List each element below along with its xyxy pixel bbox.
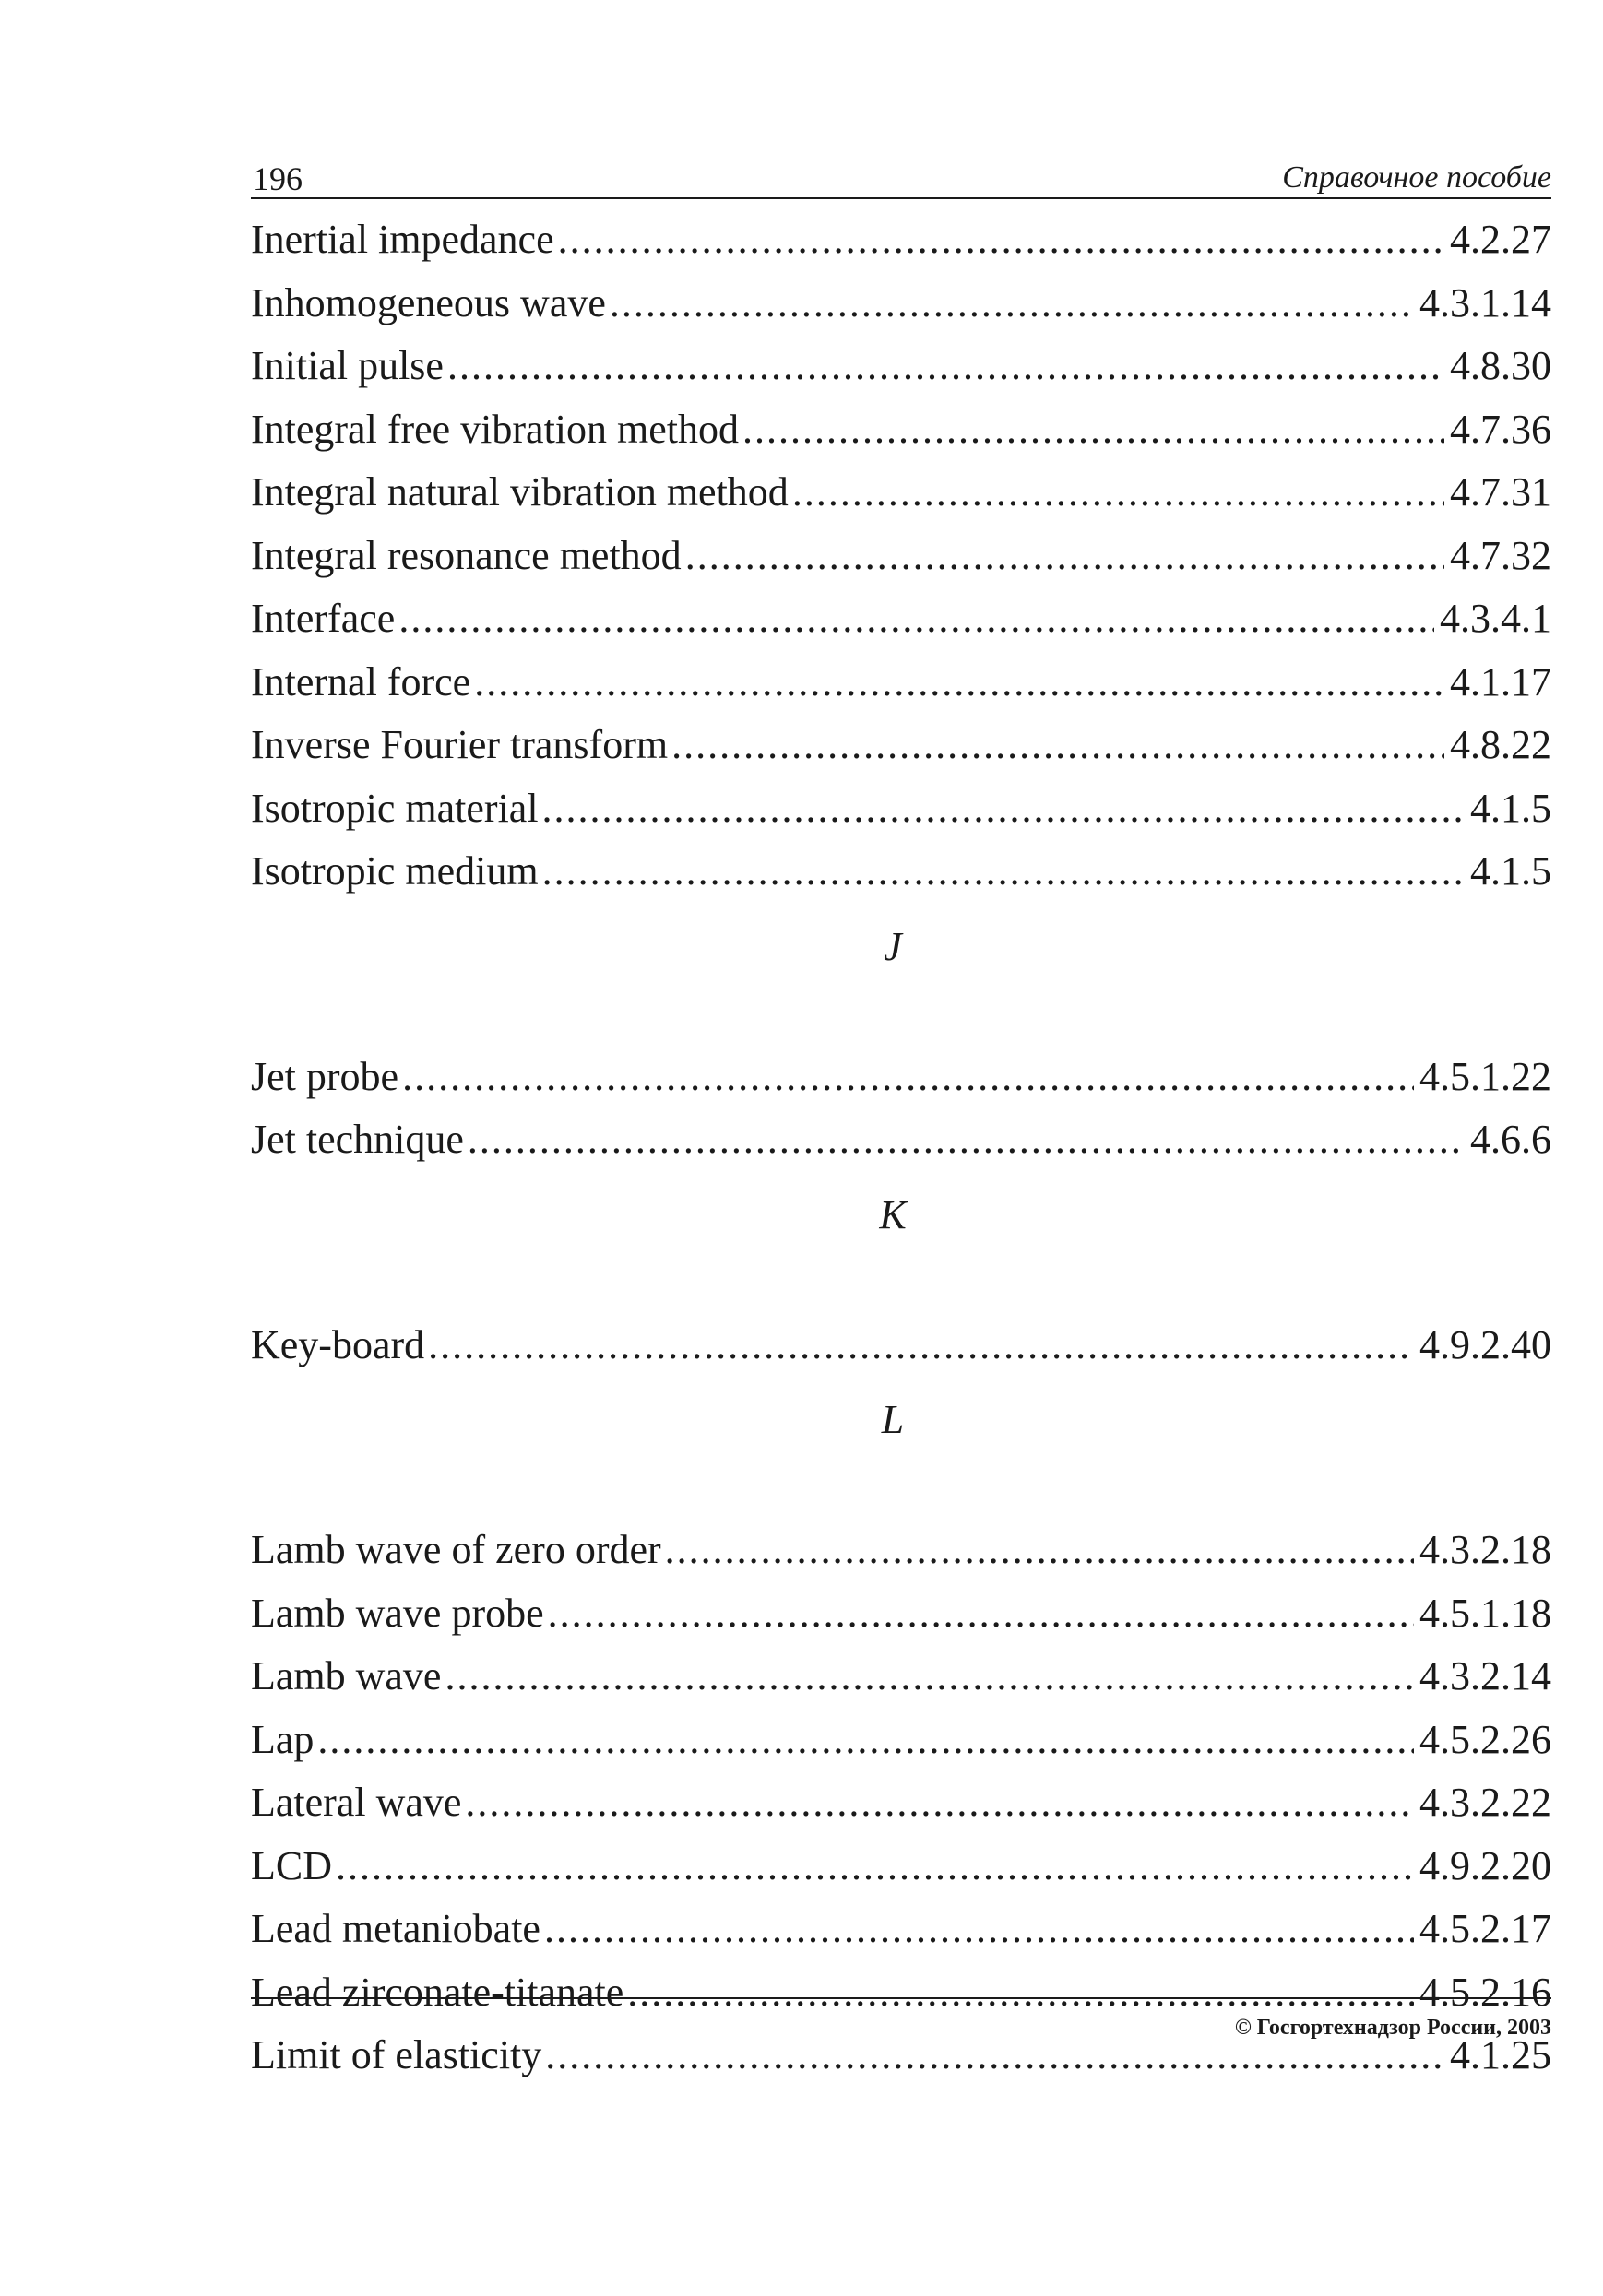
dot-leader [792,461,1444,525]
index-entry [251,1771,1551,1835]
entry-term: Lateral wave [251,1780,462,1825]
dot-leader [742,398,1444,462]
dot-leader [558,208,1444,272]
entry-term: Integral natural vibration method [251,469,789,515]
index-entry [251,587,1551,651]
dot-leader [465,1771,1414,1835]
entry-term: Lead metaniobate [251,1906,540,1951]
dot-leader [402,1046,1414,1109]
entry-term: LCD [251,1842,332,1888]
dot-leader [685,525,1444,588]
entry-term: Inverse Fourier transform [251,722,669,767]
entry-reference: 4.1.17 [1450,658,1551,704]
index-entry [251,714,1551,777]
entry-reference: 4.3.2.18 [1419,1527,1551,1572]
entry-term: Initial pulse [251,343,444,388]
entry-reference: 4.8.22 [1450,722,1551,767]
entry-term: Interface [251,596,396,641]
dot-leader [336,1835,1414,1899]
entry-term: Lap [251,1716,315,1762]
index-entry [251,1314,1551,1378]
index-entry [251,1835,1551,1899]
entry-reference: 4.7.31 [1450,469,1551,515]
entry-term: Limit of elasticity [251,2032,542,2077]
section-letter: L [881,1397,905,1442]
entry-term: Jet probe [251,1053,399,1099]
entry-reference: 4.2.27 [1450,217,1551,262]
entry-reference: 4.9.2.40 [1419,1321,1551,1367]
index-entry [251,1709,1551,1772]
index-entry [251,1645,1551,1709]
dot-leader [542,777,1465,841]
entry-term: Integral free vibration method [251,406,740,452]
entry-reference: 4.5.1.18 [1419,1590,1551,1636]
entry-reference: 4.1.5 [1470,848,1551,894]
entry-term: Lamb wave of zero order [251,1527,661,1572]
index-entry [251,1046,1551,1109]
entry-term: Isotropic material [251,785,539,831]
dot-leader [428,1314,1414,1378]
entry-term: Lead zirconate-titanate [251,1969,624,2015]
index-entry [251,1961,1551,2025]
entry-reference: 4.3.1.14 [1419,279,1551,325]
section-letter: K [879,1191,907,1237]
entry-term: Isotropic medium [251,848,539,894]
entry-term: Internal force [251,658,471,704]
entry-reference: 4.5.1.22 [1419,1053,1551,1099]
copyright-notice: © Госгортехнадзор России, 2003 [1234,2016,1551,2040]
dot-leader [671,714,1444,777]
entry-reference: 4.7.32 [1450,532,1551,578]
index-entry [251,1898,1551,1961]
entry-reference: 4.8.30 [1450,343,1551,388]
index-entry [251,1519,1551,1582]
running-title: Справочное пособие [1282,160,1551,195]
page-footer [251,1997,1551,2040]
dot-leader [317,1709,1414,1772]
dot-leader [447,335,1444,398]
section-letter: J [884,923,902,969]
dot-leader [627,1961,1414,2025]
entry-term: Inertial impedance [251,217,554,262]
entry-term: Key-board [251,1321,425,1367]
entry-reference: 4.3.2.14 [1419,1653,1551,1698]
index-entry [251,272,1551,336]
dot-leader [665,1519,1414,1582]
entry-reference: 4.1.25 [1450,2032,1551,2077]
entry-term: Lamb wave [251,1653,442,1698]
entry-term: Jet technique [251,1117,464,1162]
entry-reference: 4.6.6 [1470,1117,1551,1162]
index-entry [251,461,1551,525]
entry-reference: 4.5.2.26 [1419,1716,1551,1762]
dot-leader [445,1645,1414,1709]
index-entry [251,651,1551,715]
dot-leader [544,1898,1414,1961]
index-entry [251,525,1551,588]
dot-leader [548,1582,1414,1646]
dot-leader [474,651,1444,715]
entry-reference: 4.5.2.17 [1419,1906,1551,1951]
entry-term: Lamb wave probe [251,1590,544,1636]
page-number: 196 [253,160,303,197]
dot-leader [398,587,1434,651]
index-entry [251,1108,1551,1172]
index-entry [251,208,1551,272]
index-entry [251,840,1551,904]
index-entry [251,335,1551,398]
index-entry [251,398,1551,462]
entry-reference: 4.7.36 [1450,406,1551,452]
page-header [251,149,1551,199]
entry-reference: 4.3.2.22 [1419,1780,1551,1825]
dot-leader [542,840,1465,904]
entry-term: Integral resonance method [251,532,682,578]
entry-term: Inhomogeneous wave [251,279,606,325]
dot-leader [468,1108,1465,1172]
index-entry [251,1582,1551,1646]
dot-leader [610,272,1414,336]
entry-reference: 4.3.4.1 [1440,596,1551,641]
index-entry [251,777,1551,841]
entry-reference: 4.1.5 [1470,785,1551,831]
entry-reference: 4.5.2.16 [1419,1969,1551,2015]
index-list [251,208,1551,2088]
entry-reference: 4.9.2.20 [1419,1842,1551,1888]
